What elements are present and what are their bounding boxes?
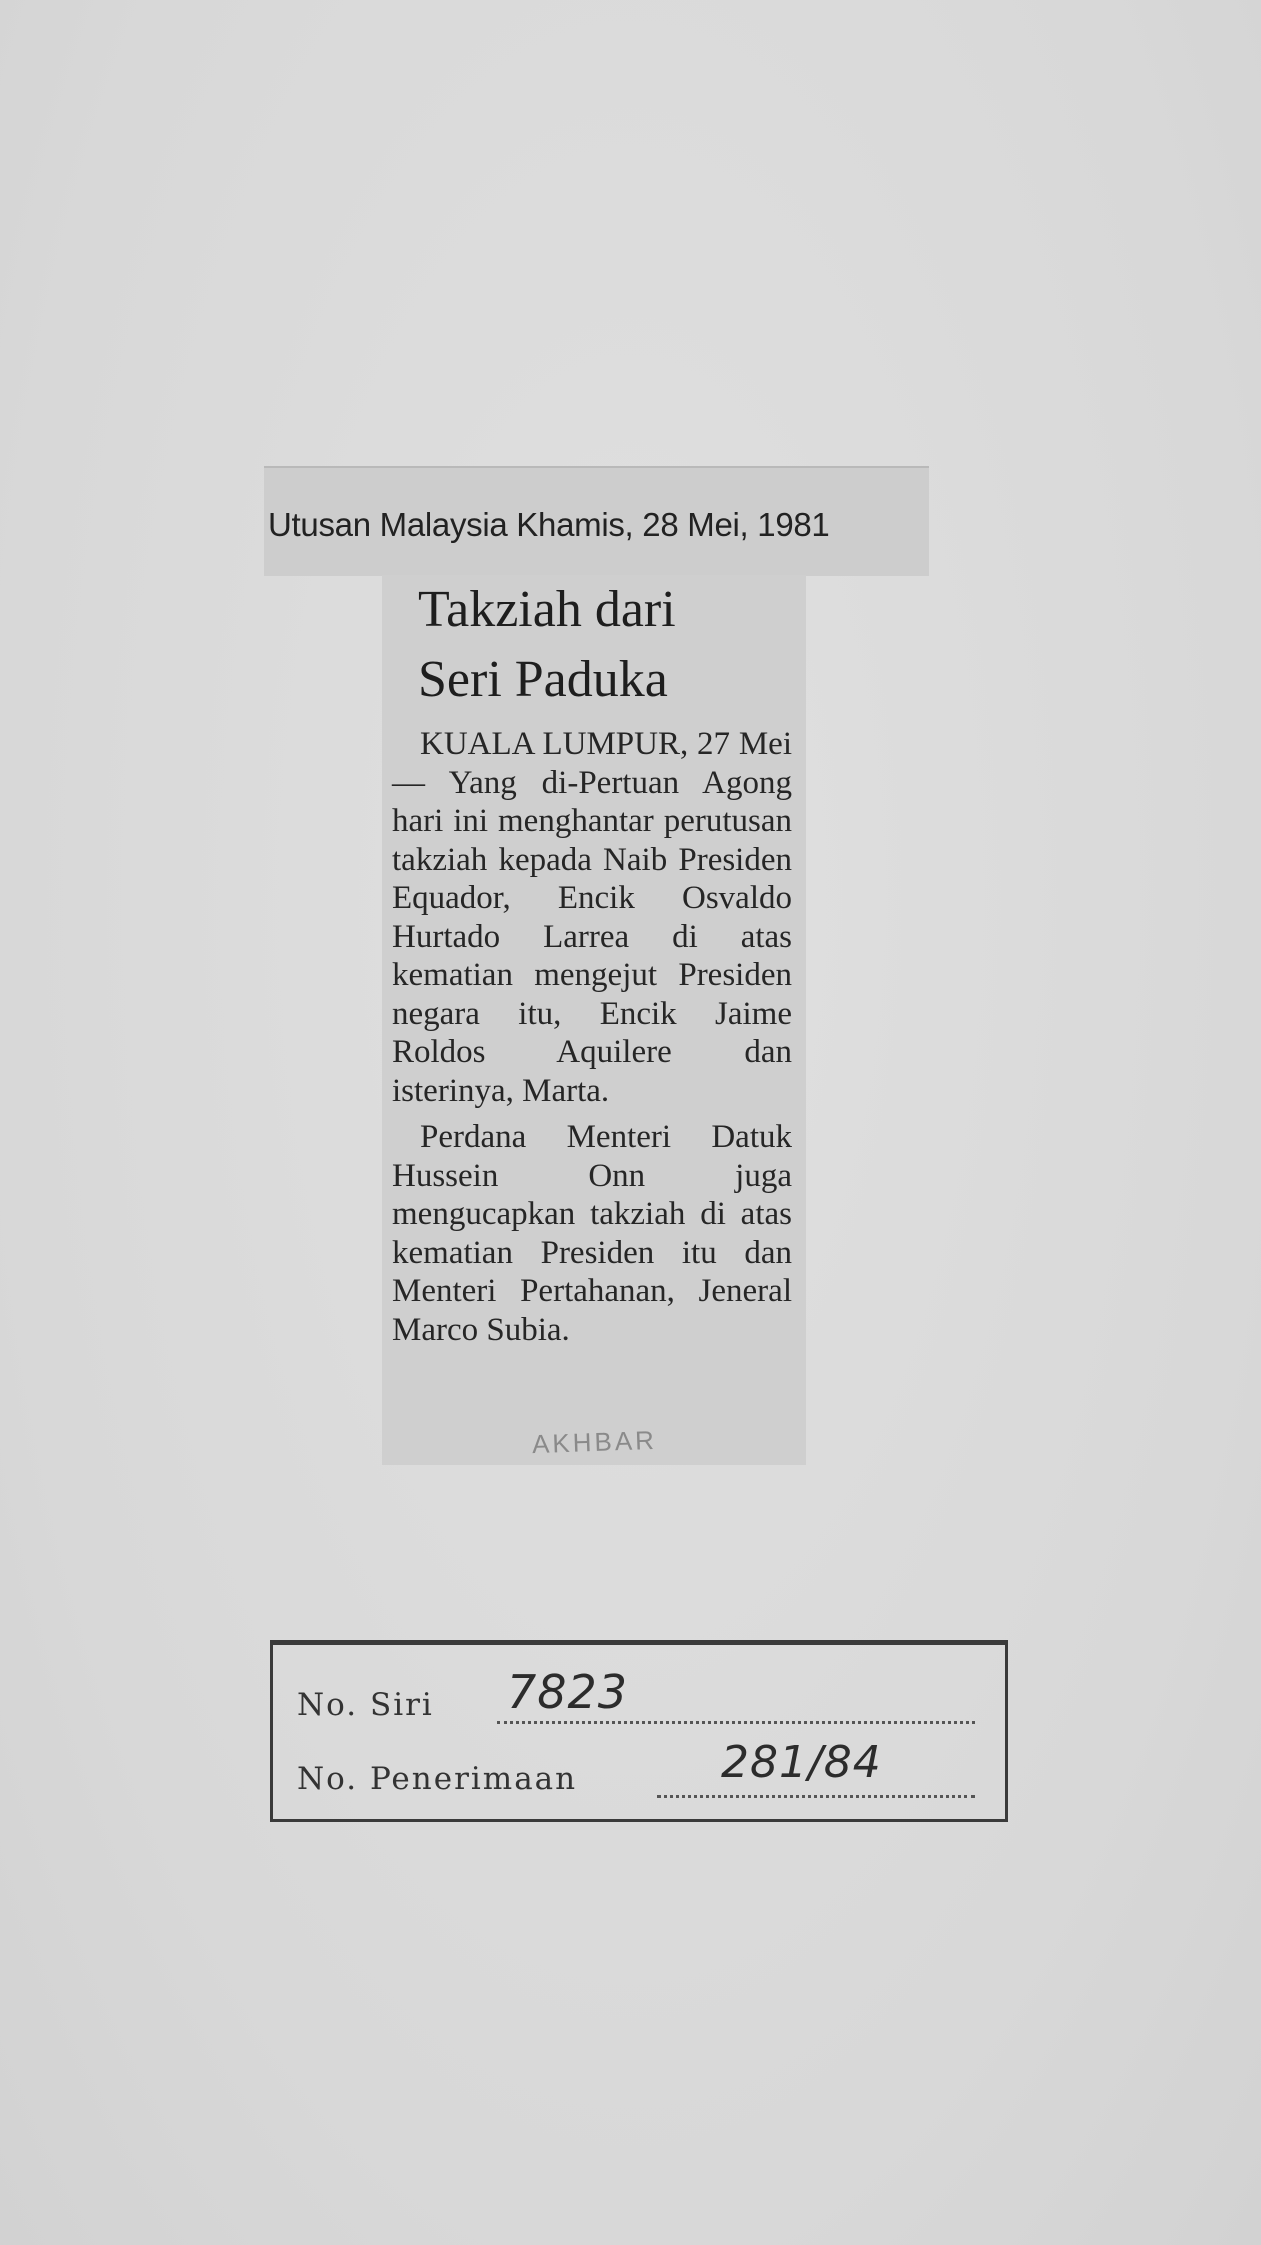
article-headline (418, 575, 798, 715)
serial-label: No. Siri (297, 1687, 434, 1723)
receipt-label: No. Penerimaan (297, 1761, 578, 1797)
headline-line-1: Takziah dari (418, 581, 676, 638)
serial-dotted-line (497, 1721, 975, 1724)
receipt-value: 281/84 (721, 1737, 882, 1788)
article-body (392, 725, 792, 1349)
receipt-row (297, 1737, 882, 1797)
receipt-dotted-line (657, 1795, 975, 1798)
newspaper-clipping (382, 575, 806, 1465)
source-strip (264, 466, 929, 576)
serial-row (297, 1665, 629, 1723)
registration-box (270, 1640, 1008, 1822)
article-paragraph-2: Perdana Menteri Datuk Hussein Onn juga mengucapkan takziah di atas kematian Presiden itu dan Menteri Pertahanan, Jeneral Marco Subia. (392, 1119, 792, 1348)
article-paragraph-1: KUALA LUMPUR, 27 Mei — Yang di-Pertuan Agong hari ini menghantar perutusan takziah kepada Naib Presiden Equador, Encik Osvaldo Hurtado Larrea di atas kematian mengejut Presiden negara itu, Encik Jaime Roldos Aquilere dan isterinya, Marta. (392, 726, 792, 1109)
headline-line-2: Seri Paduka (418, 651, 668, 708)
archive-stamp: AKHBAR (531, 1424, 658, 1460)
serial-value: 7823 (507, 1665, 629, 1719)
publication-line: Utusan Malaysia Khamis, 28 Mei, 1981 (268, 506, 830, 543)
